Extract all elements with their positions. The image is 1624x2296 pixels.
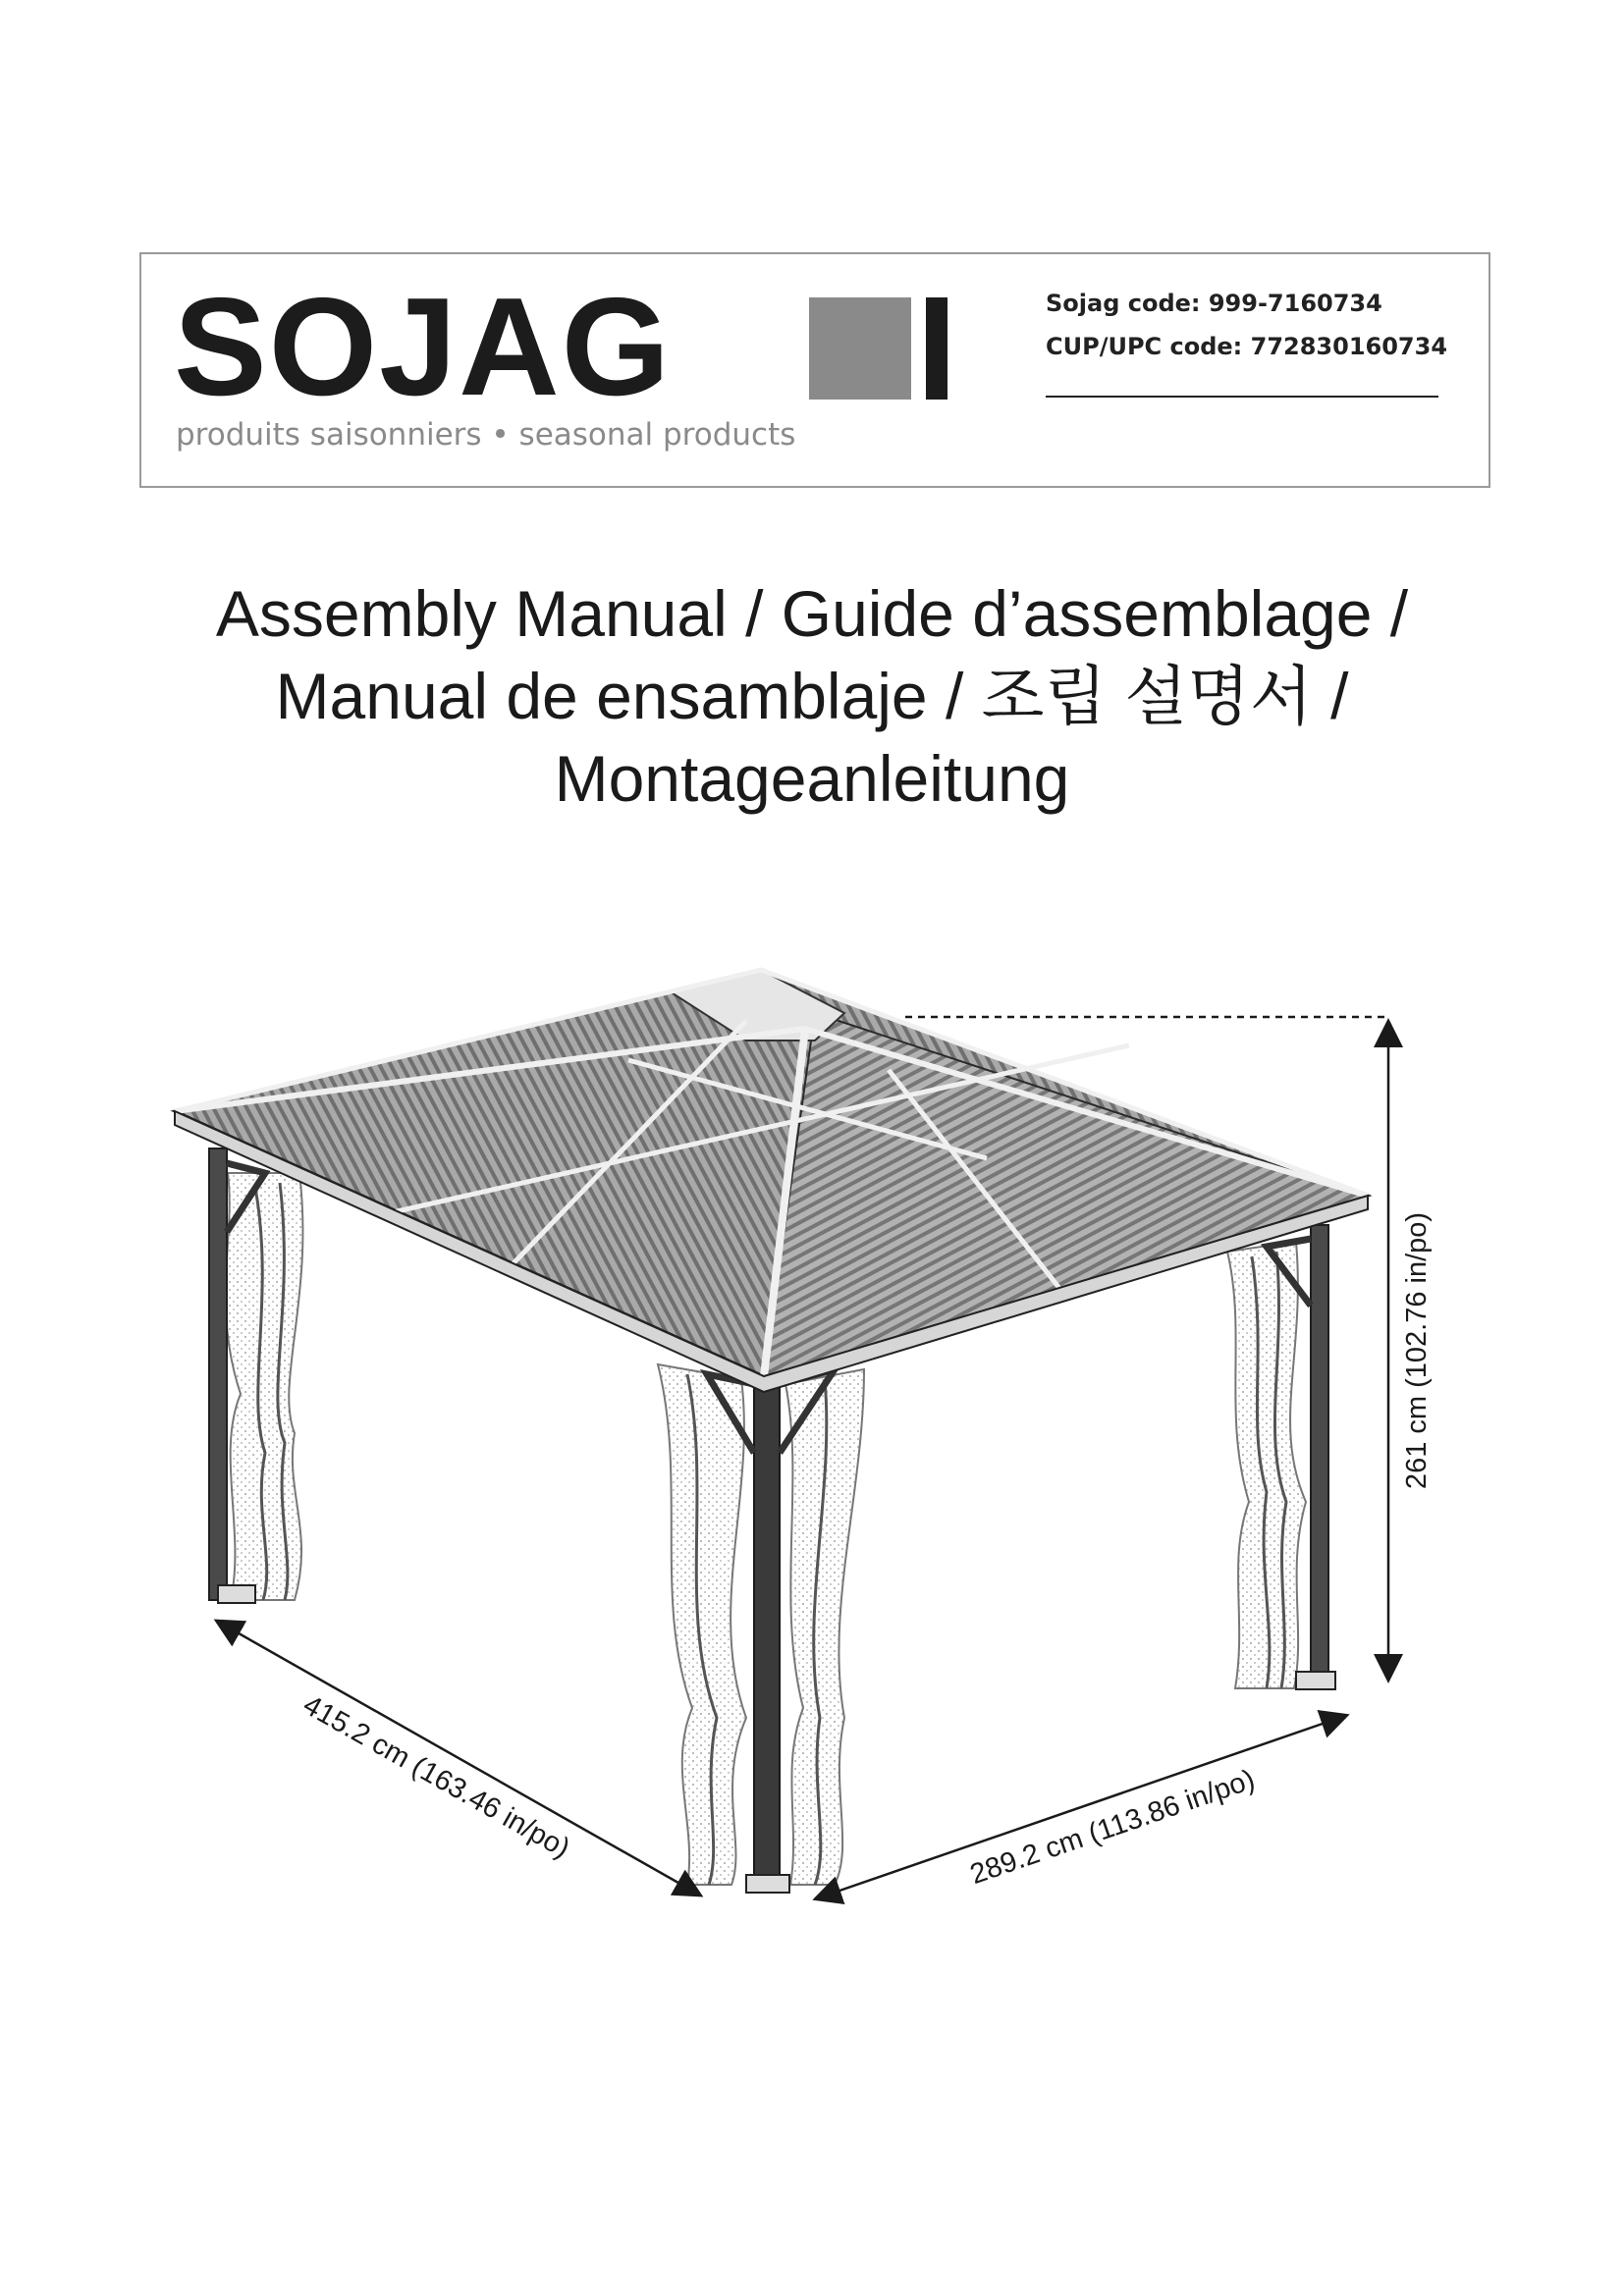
curtain-left	[226, 1173, 303, 1600]
brand-tagline: produits saisonniers • seasonal products	[176, 417, 796, 453]
curtain-right	[1227, 1242, 1306, 1688]
brand-logo-wordmark: SOJAG	[174, 269, 673, 425]
title-line-1: Assembly Manual / Guide d’assemblage /	[215, 577, 1409, 650]
height-label: 261 cm (102.76 in/po)	[1401, 1211, 1433, 1490]
length-label: 415.2 cm (163.46 in/po)	[298, 1688, 575, 1865]
width-dimension	[817, 1716, 1345, 1898]
title-line-2: Manual de ensamblaje / 조립 설명서 /	[275, 660, 1349, 732]
sojag-code: Sojag code: 999-7160734	[1046, 290, 1382, 317]
width-label: 289.2 cm (113.86 in/po)	[966, 1763, 1260, 1892]
length-dimension	[218, 1622, 699, 1895]
upc-code: CUP/UPC code: 772830160734	[1046, 333, 1448, 360]
title-line-3: Montageanleitung	[554, 742, 1070, 815]
gazebo-roof	[175, 970, 1368, 1392]
